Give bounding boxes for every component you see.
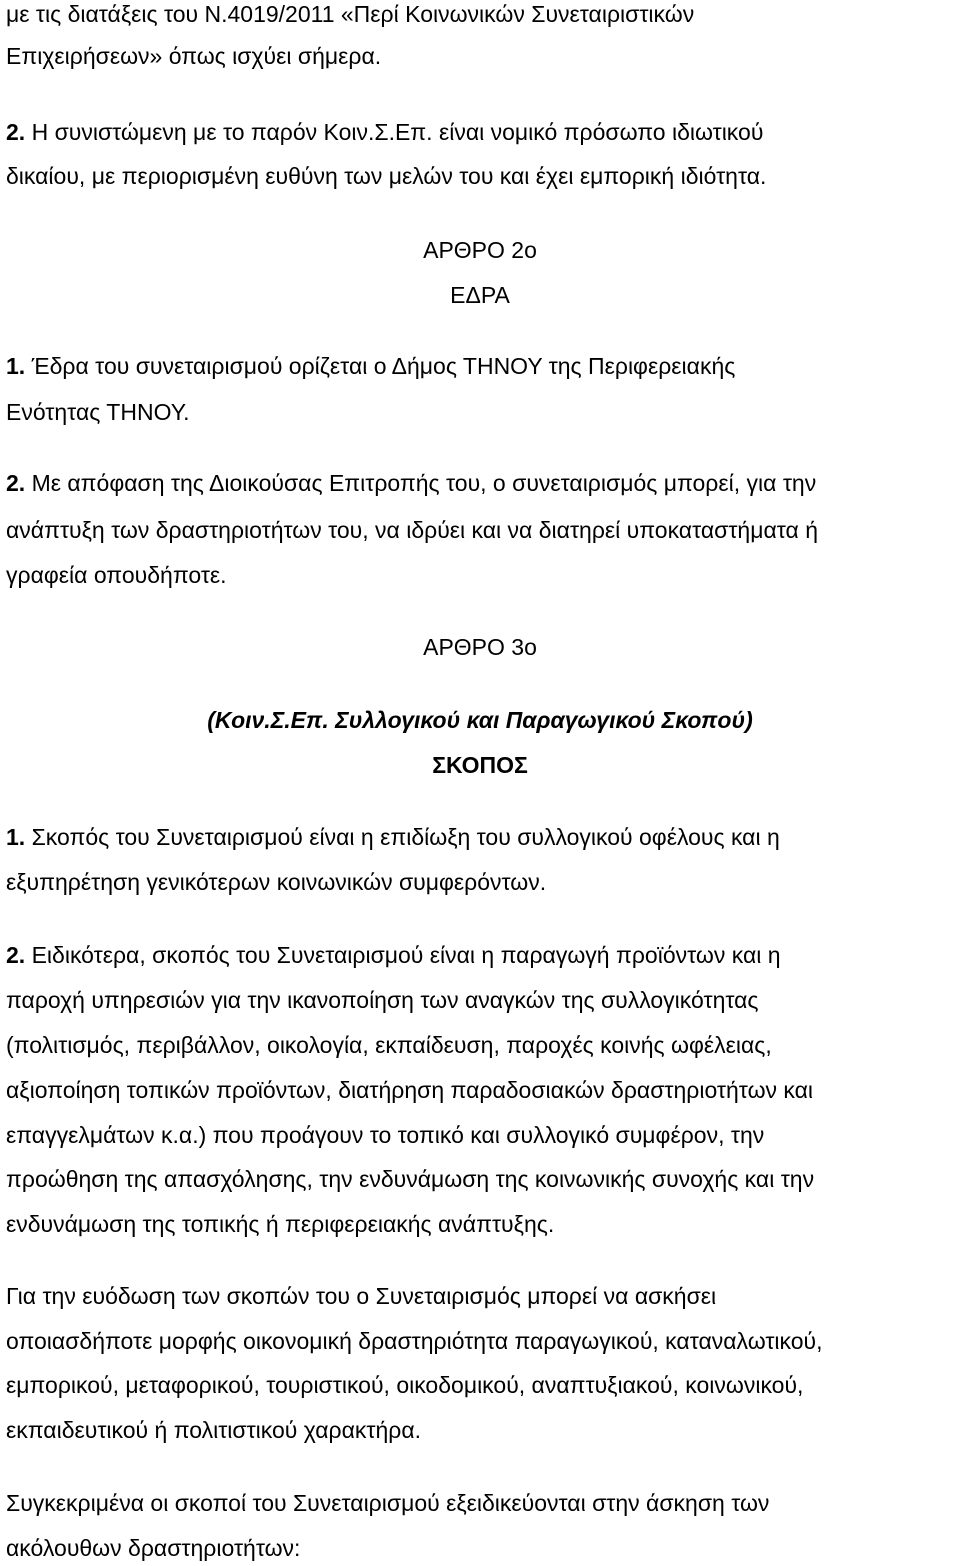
paragraph-text: Η συνιστώμενη με το παρόν Κοιν.Σ.Επ. είναι νομικό πρόσωπο ιδιωτικού <box>25 119 764 145</box>
intro-line-1: με τις διατάξεις του Ν.4019/2011 «Περί Κοινωνικών Συνεταιριστικών <box>6 1 695 27</box>
article-2-subheading: ΕΔΡΑ <box>450 282 510 308</box>
art2-p2-line-2: ανάπτυξη των δραστηριοτήτων του, να ιδρύει και να διατηρεί υποκαταστήματα ή <box>6 517 819 543</box>
art3-p4-line-1: Συγκεκριμένα οι σκοποί του Συνεταιρισμού εξειδικεύονται στην άσκηση των <box>6 1490 770 1516</box>
art3-p2-line-3: (πολιτισμός, περιβάλλον, οικολογία, εκπαίδευση, παροχές κοινής ωφέλειας, <box>6 1032 772 1058</box>
art3-p1-line-2: εξυπηρέτηση γενικότερων κοινωνικών συμφερόντων. <box>6 869 547 895</box>
art3-p3-line-4: εκπαιδευτικού ή πολιτιστικού χαρακτήρα. <box>6 1417 422 1443</box>
art3-p2-line-4: αξιοποίηση τοπικών προϊόντων, διατήρηση παραδοσιακών δραστηριοτήτων και <box>6 1077 814 1103</box>
art3-p3-line-3: εμπορικού, μεταφορικού, τουριστικού, οικοδομικού, αναπτυξιακού, κοινωνικού, <box>6 1372 804 1398</box>
paragraph-text: Με απόφαση της Διοικούσας Επιτροπής του, ο συνεταιρισμός μπορεί, για την <box>25 470 817 496</box>
art3-p3-line-1: Για την ευόδωση των σκοπών του ο Συνεταιρισμός μπορεί να ασκήσει <box>6 1283 717 1309</box>
paragraph-number: 2. <box>6 119 26 145</box>
art2-p2-line-3: γραφεία οπουδήποτε. <box>6 562 227 588</box>
art2-p2-line-1 <box>6 469 816 497</box>
art3-p2-line-6: προώθηση της απασχόλησης, την ενδυνάμωση της κοινωνικής συνοχής και την <box>6 1166 815 1192</box>
paragraph-text: Έδρα του συνεταιρισμού ορίζεται ο Δήμος ΤΗΝΟΥ της Περιφερειακής <box>25 353 736 379</box>
intro-line-2: Επιχειρήσεων» όπως ισχύει σήμερα. <box>6 43 382 69</box>
article-2-heading: ΑΡΘΡΟ 2ο <box>423 237 537 263</box>
paragraph-number: 2. <box>6 470 26 496</box>
article-3-subtitle: (Κοιν.Σ.Επ. Συλλογικού και Παραγωγικού Σκοπού) <box>207 707 753 733</box>
art2-p1-line-1 <box>6 352 735 380</box>
art2-p1-line-2: Ενότητας ΤΗΝΟΥ. <box>6 399 190 425</box>
paragraph-number: 1. <box>6 824 26 850</box>
paragraph-text: Σκοπός του Συνεταιρισμού είναι η επιδίωξη του συλλογικού οφέλους και η <box>25 824 780 850</box>
paragraph-number: 2. <box>6 942 26 968</box>
art3-p3-line-2: οποιασδήποτε μορφής οικονομική δραστηριότητα παραγωγικού, καταναλωτικού, <box>6 1328 823 1354</box>
art3-p1-line-1 <box>6 823 780 851</box>
paragraph-text: Ειδικότερα, σκοπός του Συνεταιρισμού είναι η παραγωγή προϊόντων και η <box>25 942 781 968</box>
art1-p2-line-1 <box>6 118 763 146</box>
art1-p2-line-2: δικαίου, με περιορισμένη ευθύνη των μελών του και έχει εμπορική ιδιότητα. <box>6 163 767 189</box>
art3-p2-line-5: επαγγελμάτων κ.α.) που προάγουν το τοπικό και συλλογικό συμφέρον, την <box>6 1122 765 1148</box>
article-3-heading: ΑΡΘΡΟ 3ο <box>423 634 537 660</box>
art3-p2-line-2: παροχή υπηρεσιών για την ικανοποίηση των αναγκών της συλλογικότητας <box>6 987 759 1013</box>
art3-p4-line-2: ακόλουθων δραστηριοτήτων: <box>6 1535 301 1561</box>
paragraph-number: 1. <box>6 353 26 379</box>
article-3-subheading: ΣΚΟΠΟΣ <box>432 752 528 778</box>
art3-p2-line-7: ενδυνάμωση της τοπικής ή περιφερειακής ανάπτυξης. <box>6 1211 555 1237</box>
art3-p2-line-1 <box>6 941 781 969</box>
